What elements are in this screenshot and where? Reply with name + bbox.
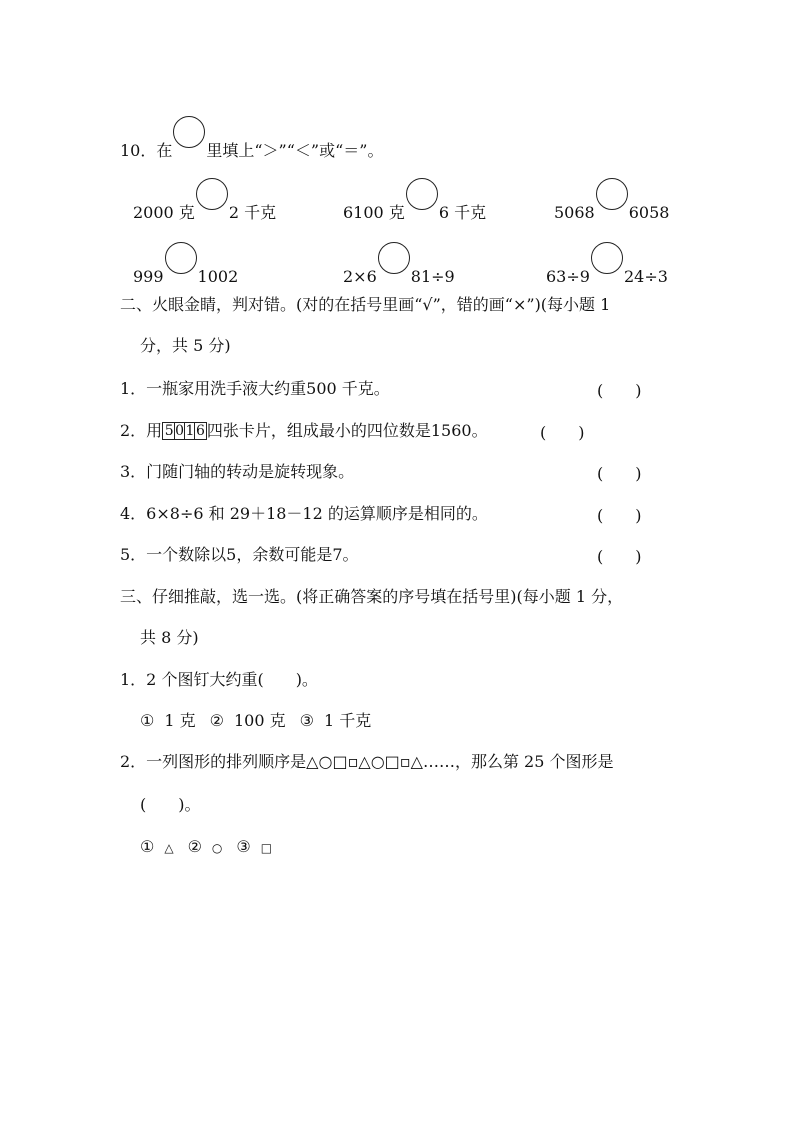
choice-q2-stem: 2．一列图形的排列顺序是△○□▫△○□▫△……，那么第 25 个图形是 [120, 752, 614, 771]
circle-icon: ○ [211, 841, 223, 855]
answer-circle[interactable] [591, 242, 623, 274]
compare-item [546, 254, 668, 288]
judge-item-5: 5．一个数除以5，余数可能是7。 [120, 545, 359, 564]
answer-circle[interactable] [173, 116, 205, 148]
compare-right: 81÷9 [410, 267, 455, 286]
q10-suffix: 里填上“＞”“＜”或“＝”。 [206, 141, 384, 160]
compare-left: 5068 [554, 203, 595, 222]
option-marker[interactable]: ② [209, 711, 224, 730]
option-marker[interactable]: ① [140, 711, 155, 730]
choice-q2-options [140, 836, 282, 859]
compare-item [554, 190, 669, 224]
digit-cards [162, 422, 207, 440]
option-text: 1 千克 [323, 711, 372, 730]
section3-title: 三、仔细推敲，选一选。(将正确答案的序号填在括号里)(每小题 1 分， [120, 587, 624, 606]
section2-title-cont: 分，共 5 分) [140, 336, 231, 355]
compare-right: 6 千克 [438, 203, 487, 222]
q10-heading [120, 128, 383, 162]
option-text: 100 克 [233, 711, 286, 730]
choice-q1-stem: 1．2 个图钉大约重( )。 [120, 670, 318, 689]
compare-left: 999 [133, 267, 164, 286]
q10-prefix: 10．在 [120, 141, 173, 160]
compare-left: 2000 克 [133, 203, 195, 222]
judge-item-4: 4．6×8÷6 和 29＋18－12 的运算顺序是相同的。 [120, 504, 488, 523]
square-icon: □ [260, 841, 273, 855]
judge-item-3: 3．门随门轴的转动是旋转现象。 [120, 462, 355, 481]
answer-paren[interactable]: ( ) [597, 381, 642, 400]
compare-item [343, 254, 455, 288]
compare-right: 1002 [197, 267, 239, 286]
option-marker[interactable]: ① [140, 837, 155, 856]
digit-card: 1 [185, 423, 194, 439]
triangle-icon: △ [164, 841, 174, 855]
answer-circle[interactable] [596, 178, 628, 210]
answer-paren[interactable]: ( ) [597, 506, 642, 525]
digit-card: 0 [175, 423, 184, 439]
compare-item [133, 190, 276, 224]
compare-left: 6100 克 [343, 203, 405, 222]
answer-paren[interactable]: ( ) [597, 547, 642, 566]
compare-right: 24÷3 [623, 267, 668, 286]
answer-circle[interactable] [406, 178, 438, 210]
answer-circle[interactable] [378, 242, 410, 274]
answer-paren[interactable]: ( ) [540, 423, 585, 442]
answer-circle[interactable] [165, 242, 197, 274]
answer-paren[interactable]: ( ) [597, 464, 642, 483]
option-text: 1 克 [164, 711, 196, 730]
compare-left: 2×6 [343, 267, 377, 286]
choice-q2-stem-cont: ( )。 [140, 795, 201, 814]
compare-item [133, 254, 238, 288]
option-marker[interactable]: ③ [299, 711, 314, 730]
digit-card: 5 [164, 423, 174, 439]
option-marker[interactable]: ② [187, 837, 202, 856]
judge-item-2 [120, 420, 488, 442]
judge-item-1: 1．一瓶家用洗手液大约重500 千克。 [120, 379, 390, 398]
answer-circle[interactable] [196, 178, 228, 210]
choice-q1-options [140, 710, 381, 732]
compare-left: 63÷9 [546, 267, 590, 286]
section3-title-cont: 共 8 分) [140, 628, 199, 647]
option-marker[interactable]: ③ [236, 837, 251, 856]
compare-right: 2 千克 [228, 203, 277, 222]
section2-title: 二、火眼金睛，判对错。(对的在括号里画“√”，错的画“×”)(每小题 1 [120, 295, 611, 314]
judge-text: 四张卡片，组成最小的四位数是1560。 [206, 421, 488, 440]
compare-item [343, 190, 486, 224]
compare-right: 6058 [628, 203, 670, 222]
judge-text: 2．用 [120, 421, 163, 440]
digit-card: 6 [195, 423, 205, 439]
